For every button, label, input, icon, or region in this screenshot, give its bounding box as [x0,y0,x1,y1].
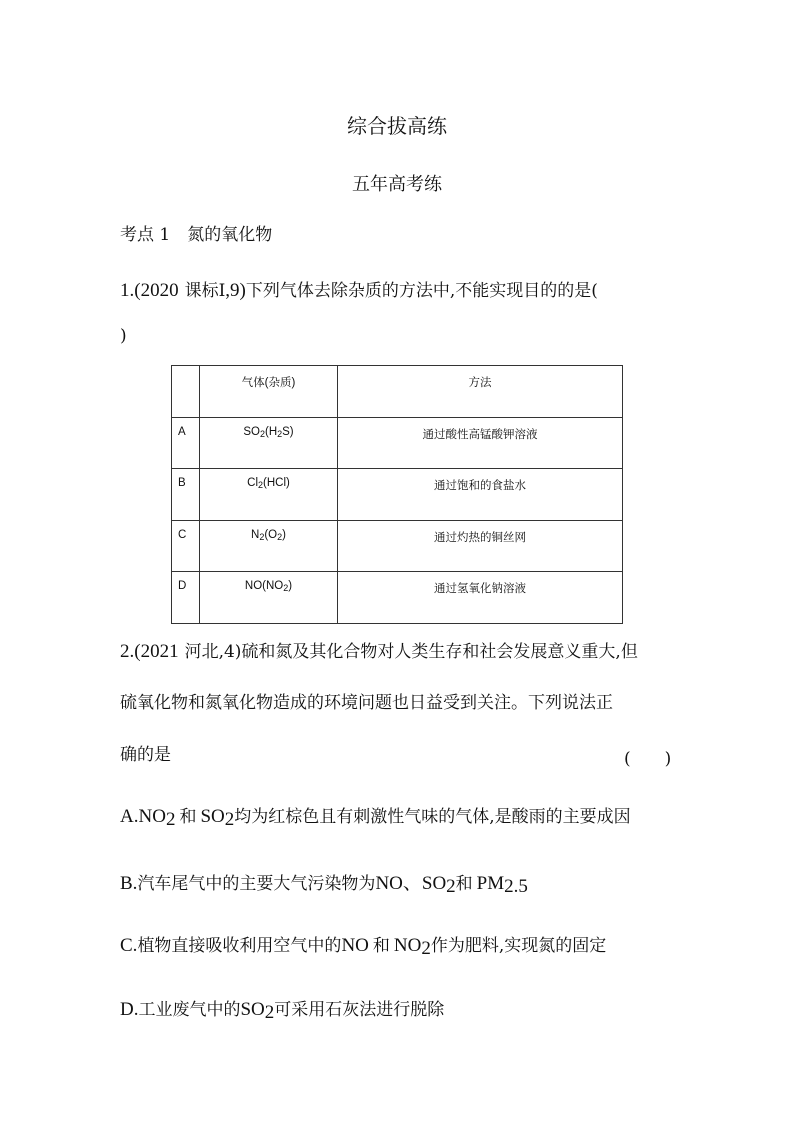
row-gas: $NO(NO_2)$ [200,572,338,624]
question-2-text-1: 硫和氮及其化合物对人类生存和社会发展意义重大,但 [241,642,638,662]
topic-heading: 考点 1 氮的氧化物 [120,225,273,245]
row-label: B [172,469,200,521]
table-row [172,520,623,572]
table-row [172,417,623,469]
option-c: C.植物直接吸收利用空气中的NO 和 $NO_2$作为肥料,实现氮的固定 [120,935,607,959]
option-d: D.工业废气中的$SO_2$可采用石灰法进行脱除 [120,999,445,1023]
table-header-cell [172,366,200,418]
question-1-stem [120,276,598,302]
question-1-close-paren: ) [120,326,127,346]
table-row [172,572,623,624]
row-method: 通过灼热的铜丝网 [338,520,623,572]
row-gas: $SO_2(H_2S)$ [200,417,338,469]
page-title: 综合拔高练 [347,114,447,138]
question-2-source: 河北,4) [184,642,242,662]
row-method: 通过氢氧化钠溶液 [338,572,623,624]
row-label: A [172,417,200,469]
table-row [172,469,623,521]
row-method: 通过酸性高锰酸钾溶液 [338,417,623,469]
answer-blank: ( ) [624,749,672,769]
question-1-source-num: ,9) [225,280,246,301]
section-subtitle: 五年高考练 [352,174,442,195]
question-1-text: 下列气体去除杂质的方法中,不能实现目的的是( [245,281,598,301]
question-1-table [171,365,623,624]
table-header-row [172,366,623,418]
question-2-line-1 [120,637,638,663]
row-gas: $N_2(O_2)$ [200,520,338,572]
question-1-number: 1.(2020 [120,280,179,301]
table-header-method: 方法 [338,366,623,418]
option-b: B.汽车尾气中的主要大气污染物为NO、$SO_2$和 $PM_{2.5}$ [120,873,528,897]
row-method: 通过饱和的食盐水 [338,469,623,521]
row-label: C [172,520,200,572]
option-a: $A.NO_2$ 和 $SO_2$均为红棕色且有刺激性气味的气体,是酸雨的主要成因 [120,806,631,830]
question-1-source: 课标Ⅰ [184,281,226,301]
table-header-gas: 气体(杂质) [200,366,338,418]
row-label: D [172,572,200,624]
question-2-number: 2.(2021 [120,641,179,662]
question-2-line-3: 确的是 [120,745,171,765]
row-gas: $Cl_2(HCl)$ [200,469,338,521]
question-2-line-2: 硫氧化物和氮氧化物造成的环境问题也日益受到关注。下列说法正 [120,693,613,713]
